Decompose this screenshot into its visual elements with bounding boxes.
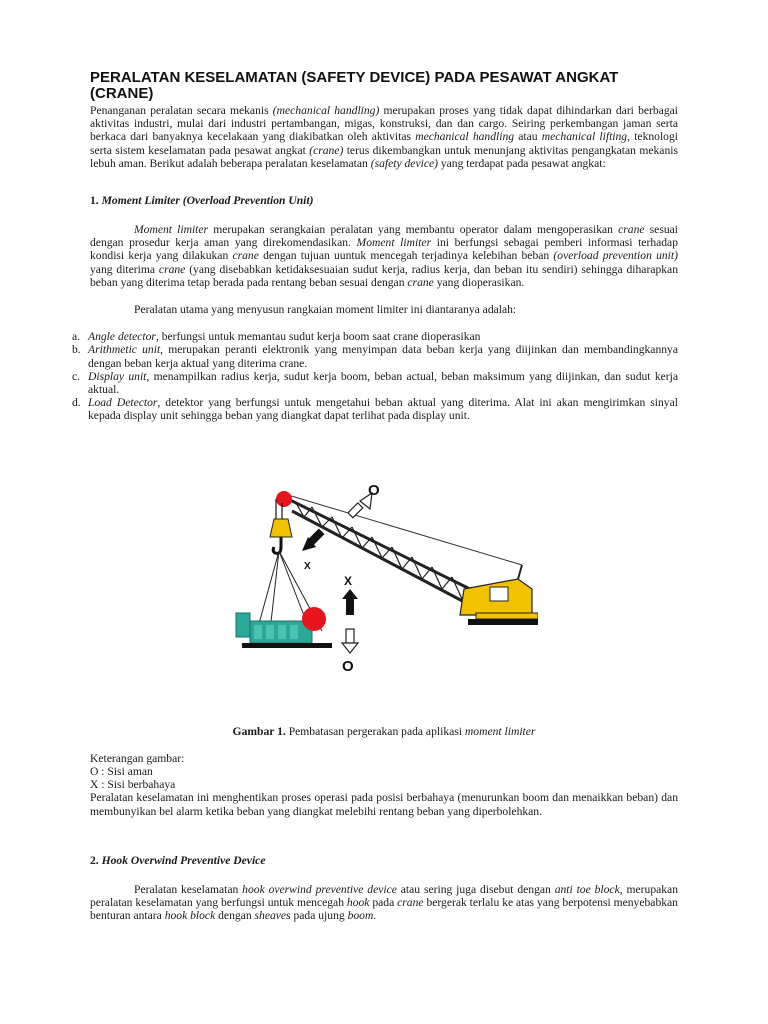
section-1-paragraph-2: Peralatan utama yang menyusun rangkaian moment limiter ini diantaranya adalah:	[134, 303, 517, 317]
term: crane	[618, 223, 645, 237]
list-marker: c.	[72, 369, 81, 383]
intro-text: atau	[514, 130, 542, 144]
document-page	[72, 69, 679, 923]
term: sheaves	[254, 909, 291, 923]
crane-body	[460, 565, 538, 625]
load-up-arrow	[342, 589, 358, 615]
intro-paragraph	[90, 104, 678, 170]
boom-tip-sheave	[276, 491, 292, 507]
figure-caption	[90, 725, 678, 738]
sling	[257, 551, 279, 631]
caption-text: Pembatasan pergerakan pada aplikasi	[285, 724, 465, 738]
body-text: ini berfungsi sebagai pemberi informasi terhadap kondisi kerja yang dilakukan	[90, 236, 678, 263]
term: crane	[232, 249, 259, 263]
term: boom.	[347, 909, 377, 923]
crane-boom	[284, 497, 478, 605]
section-title: Hook Overwind Preventive Device	[101, 853, 266, 867]
list-term: Display unit	[88, 369, 147, 383]
pendant-line	[288, 495, 522, 565]
term: (overload prevention unit)	[553, 249, 678, 263]
term: hook block	[164, 909, 216, 923]
hook-block	[270, 519, 292, 537]
section-number: 1.	[90, 194, 102, 208]
list-item	[72, 369, 678, 397]
intro-term: (mechanical handling)	[272, 104, 380, 117]
intro-term: mechanical lifting	[541, 130, 628, 144]
legend-danger: X : Sisi berbahaya	[90, 778, 176, 792]
term: crane	[158, 262, 186, 276]
term: anti toe block,	[554, 882, 623, 896]
boom-down-arrow	[302, 528, 324, 550]
label-safe-bottom: O	[342, 657, 354, 675]
list-item	[72, 343, 678, 370]
component-list	[72, 330, 678, 423]
section-1-paragraph	[90, 223, 678, 289]
sling	[270, 551, 279, 631]
page-title: PERALATAN KESELAMATAN (SAFETY DEVICE) PADA PESAWAT ANGKAT (CRANE)	[90, 69, 619, 102]
intro-text: yang terdapat pada pesawat angkat:	[437, 156, 606, 170]
body-text: pada	[369, 896, 398, 910]
section-2-heading	[90, 854, 678, 867]
term: crane	[407, 275, 434, 289]
crane-figure	[90, 481, 678, 711]
caption-term: moment limiter	[464, 724, 536, 738]
body-text: dengan	[215, 909, 255, 923]
label-danger-mid: X	[304, 560, 311, 572]
list-marker: d.	[72, 396, 81, 410]
body-text: pada ujung	[290, 909, 348, 923]
body-text: yang dioperasikan.	[433, 275, 525, 289]
list-text: , menampilkan radius kerja, sudut kerja boom, beban actual, beban maksimum yang diijinkan, dan sudut kerja aktual.	[88, 369, 678, 397]
list-term: Angle detector	[88, 330, 156, 344]
list-item	[72, 330, 678, 344]
load-detector-indicator	[302, 607, 326, 631]
term: Moment limiter	[134, 223, 209, 237]
section-number: 2.	[90, 853, 102, 867]
body-text: bergerak terlalu ke atas yang berpotensi menyebabkan benturan antara	[90, 896, 678, 923]
section-2-paragraph	[90, 883, 678, 923]
term: hook overwind preventive device	[242, 882, 397, 896]
label-danger-right: X	[344, 573, 353, 588]
body-text: (yang disebabkan ketidaksesuaian sudut kerja, radius kerja, dan beban itu sendiri) sehingga diharapkan beban yang diterima tetap berada pada rentang beban sesuai dengan	[90, 262, 678, 289]
body-text: Peralatan keselamatan	[134, 882, 243, 896]
intro-text: merupakan proses yang tidak dapat dihindarkan dari berbagai aktivitas industri, mulai dari industri pertambangan, migas, konstruksi, dan dan cargo. Seiring perkembangan jaman serta berkaca dari banyaknya kecelakaan yang diakibatkan oleh aktivitas	[90, 104, 678, 144]
list-item	[72, 396, 678, 423]
caption-label: Gambar 1.	[232, 724, 286, 738]
list-text: , merupakan peranti elektronik yang menyimpan data beban kerja yang diijinkan dan membandingkannya dengan beban kerja aktual yang diterima crane.	[88, 343, 678, 370]
body-text: sesuai dengan prosedur kerja aman yang direkomendasikan.	[90, 223, 679, 250]
list-term: Load Detector	[88, 396, 158, 410]
list-text: , detektor yang berfungsi untuk mengetahui beban aktual yang diterima. Alat ini akan mengirimkan sinyal kepada display unit sehingga beban yang diangkat dapat terlihat pada display unit.	[88, 396, 678, 423]
load-down-arrow	[342, 629, 358, 653]
intro-text: Penanganan peralatan secara mekanis	[90, 104, 273, 117]
list-term: Arithmetic unit	[88, 343, 161, 357]
list-text: , berfungsi untuk memantau sudut kerja boom saat crane dioperasikan	[155, 330, 481, 344]
legend-safe: O : Sisi aman	[90, 765, 153, 779]
intro-text: terus dikembangkan untuk menunjang aktivitas pengangkatan mekanis lebuh aman. Berikut adalah beberapa peralatan keselamatan	[90, 143, 678, 170]
list-marker: a.	[72, 330, 81, 344]
section-title: Moment Limiter (Overload Prevention Unit)	[101, 194, 314, 208]
body-text: yang diterima	[90, 262, 159, 276]
body-text: dengan tujuan uuntuk mencegah terjadinya kelebihan beban	[258, 249, 554, 263]
legend-title: Keterangan gambar:	[90, 751, 185, 765]
hook	[273, 537, 281, 553]
crane-illustration	[232, 481, 538, 686]
legend-description: Peralatan keselamatan ini menghentikan proses operasi pada posisi berbahaya (menurunkan boom dan menaikkan beban) dan membunyikan bel alarm ketika beban yang diangkat melebihi rentang beban yang diperbolehkan.	[90, 791, 678, 818]
label-safe-top: O	[368, 481, 380, 499]
list-marker: b.	[72, 343, 81, 357]
term: crane	[397, 896, 424, 910]
term: Moment limiter	[356, 236, 432, 250]
intro-text: , teknologi serta sistem keselamatan pada pesawat angkat	[90, 130, 678, 157]
body-text: atau sering juga disebut dengan	[396, 882, 555, 896]
figure-legend	[90, 752, 678, 818]
intro-term: mechanical handling	[415, 130, 515, 144]
body-text: merupakan serangkaian peralatan yang membantu operator dalam mengoperasikan	[208, 223, 619, 237]
section-1-heading	[90, 194, 678, 207]
intro-term: (crane)	[309, 143, 344, 157]
body-text: merupakan peralatan keselamatan yang berfungsi untuk mencegah	[90, 882, 678, 910]
term: hook	[346, 896, 370, 910]
intro-term: (safety device)	[370, 156, 438, 170]
